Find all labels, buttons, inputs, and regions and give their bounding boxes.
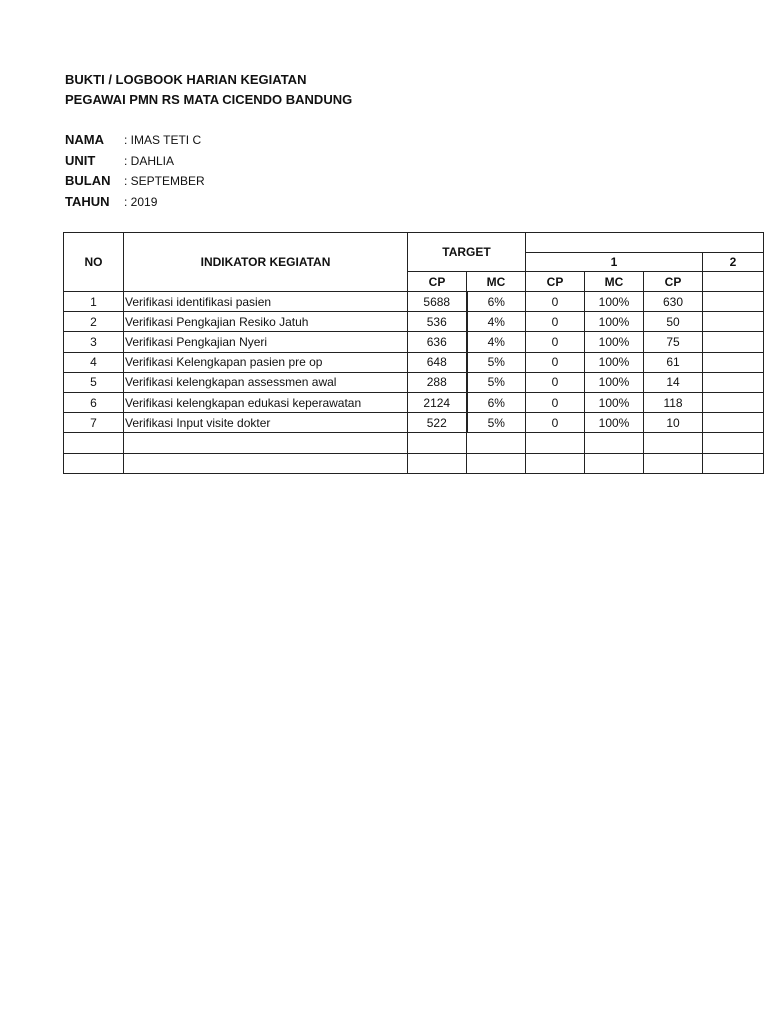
cell-indikator: Verifikasi identifikasi pasien: [124, 292, 408, 312]
info-value: : IMAS TETI C: [124, 133, 202, 147]
table-row: [64, 392, 764, 412]
table-row-empty: [64, 433, 764, 453]
cell-target-cp: 2124: [408, 392, 467, 412]
cell-target-mc: 4%: [467, 312, 526, 332]
cell-empty: [64, 433, 124, 453]
header-d2-cp: CP: [644, 272, 703, 292]
cell-empty: [526, 453, 585, 473]
info-row-unit: [65, 151, 205, 172]
cell-empty: [408, 433, 467, 453]
cell-d1-mc: 100%: [585, 332, 644, 352]
cell-d1-cp: 0: [526, 352, 585, 372]
header-target-mc: MC: [467, 272, 526, 292]
document-title: [65, 70, 352, 110]
cell-no: 1: [64, 292, 124, 312]
header-target: TARGET: [408, 233, 526, 272]
info-row-nama: [65, 130, 205, 151]
cell-target-mc: 5%: [467, 352, 526, 372]
cell-target-cp: 288: [408, 372, 467, 392]
cell-d1-mc: 100%: [585, 292, 644, 312]
title-line-1: BUKTI / LOGBOOK HARIAN KEGIATAN: [65, 72, 307, 87]
table-row: [64, 372, 764, 392]
cell-target-mc: 4%: [467, 332, 526, 352]
cell-indikator: Verifikasi Input visite dokter: [124, 413, 408, 433]
cell-d2-cp: 630: [644, 292, 703, 312]
cell-d1-mc: 100%: [585, 312, 644, 332]
info-value: : DAHLIA: [124, 153, 175, 168]
header-no: NO: [64, 233, 124, 292]
header-day-1: 1: [526, 253, 703, 272]
cell-indikator: Verifikasi Pengkajian Nyeri: [124, 332, 408, 352]
table-row: [64, 352, 764, 372]
header-d1-mc: MC: [585, 272, 644, 292]
cell-empty: [644, 453, 703, 473]
cell-d1-cp: 0: [526, 413, 585, 433]
info-value: : 2019: [124, 194, 158, 209]
cell-indikator: Verifikasi Kelengkapan pasien pre op: [124, 352, 408, 372]
cell-target-cp: 636: [408, 332, 467, 352]
cell-d1-cp: 0: [526, 312, 585, 332]
cell-no: 7: [64, 413, 124, 433]
info-label: UNIT: [65, 152, 96, 168]
cell-empty: [585, 453, 644, 473]
cell-target-mc: 6%: [467, 292, 526, 312]
cell-indikator: Verifikasi kelengkapan edukasi keperawatan: [124, 392, 408, 412]
cell-d1-cp: 0: [526, 292, 585, 312]
cell-empty: [703, 453, 764, 473]
cell-d2-mc: [703, 352, 764, 372]
employee-info: [65, 130, 205, 212]
cell-no: 3: [64, 332, 124, 352]
cell-target-cp: 536: [408, 312, 467, 332]
cell-target-cp: 5688: [408, 292, 467, 312]
cell-d2-mc: [703, 292, 764, 312]
cell-target-mc: 6%: [467, 392, 526, 412]
cell-target-cp: 522: [408, 413, 467, 433]
cell-target-mc: 5%: [467, 413, 526, 433]
logbook-table-viewport: [63, 232, 737, 474]
cell-target-mc: 5%: [467, 372, 526, 392]
cell-d1-mc: 100%: [585, 413, 644, 433]
cell-empty: [124, 433, 408, 453]
cell-empty: [467, 433, 526, 453]
info-label: NAMA: [65, 132, 104, 147]
cell-no: 6: [64, 392, 124, 412]
header-indikator: INDIKATOR KEGIATAN: [124, 233, 408, 292]
cell-d2-cp: 50: [644, 312, 703, 332]
header-target-cp: CP: [408, 272, 467, 292]
header-days-group: [526, 233, 764, 253]
cell-d1-mc: 100%: [585, 352, 644, 372]
cell-empty: [526, 433, 585, 453]
cell-no: 5: [64, 372, 124, 392]
cell-empty: [644, 433, 703, 453]
cell-empty: [408, 453, 467, 473]
table-row: [64, 292, 764, 312]
logbook-table: [63, 232, 764, 474]
cell-d2-cp: 75: [644, 332, 703, 352]
cell-d2-cp: 61: [644, 352, 703, 372]
cell-d2-cp: 118: [644, 392, 703, 412]
cell-no: 2: [64, 312, 124, 332]
cell-target-cp: 648: [408, 352, 467, 372]
cell-empty: [124, 453, 408, 473]
cell-empty: [64, 453, 124, 473]
info-row-tahun: [65, 192, 205, 213]
info-value: : SEPTEMBER: [124, 174, 205, 188]
table-row-empty: [64, 453, 764, 473]
info-label: BULAN: [65, 173, 111, 188]
header-row-1: [64, 233, 764, 253]
cell-d1-cp: 0: [526, 332, 585, 352]
header-d1-cp: CP: [526, 272, 585, 292]
header-d2-mc: [703, 272, 764, 292]
cell-d2-mc: [703, 413, 764, 433]
cell-indikator: Verifikasi Pengkajian Resiko Jatuh: [124, 312, 408, 332]
cell-d2-mc: [703, 392, 764, 412]
cell-no: 4: [64, 352, 124, 372]
table-row: [64, 413, 764, 433]
cell-empty: [467, 453, 526, 473]
cell-indikator: Verifikasi kelengkapan assessmen awal: [124, 372, 408, 392]
cell-d1-cp: 0: [526, 392, 585, 412]
header-day-2: 2: [703, 253, 764, 272]
title-line-2: PEGAWAI PMN RS MATA CICENDO BANDUNG: [65, 92, 353, 107]
cell-d1-mc: 100%: [585, 392, 644, 412]
cell-d2-mc: [703, 312, 764, 332]
cell-d1-mc: 100%: [585, 372, 644, 392]
info-label: TAHUN: [65, 193, 110, 209]
table-row: [64, 332, 764, 352]
cell-empty: [585, 433, 644, 453]
cell-d2-mc: [703, 332, 764, 352]
cell-d2-cp: 10: [644, 413, 703, 433]
cell-d2-cp: 14: [644, 372, 703, 392]
cell-d2-mc: [703, 372, 764, 392]
table-row: [64, 312, 764, 332]
cell-d1-cp: 0: [526, 372, 585, 392]
info-row-bulan: [65, 171, 205, 192]
cell-empty: [703, 433, 764, 453]
